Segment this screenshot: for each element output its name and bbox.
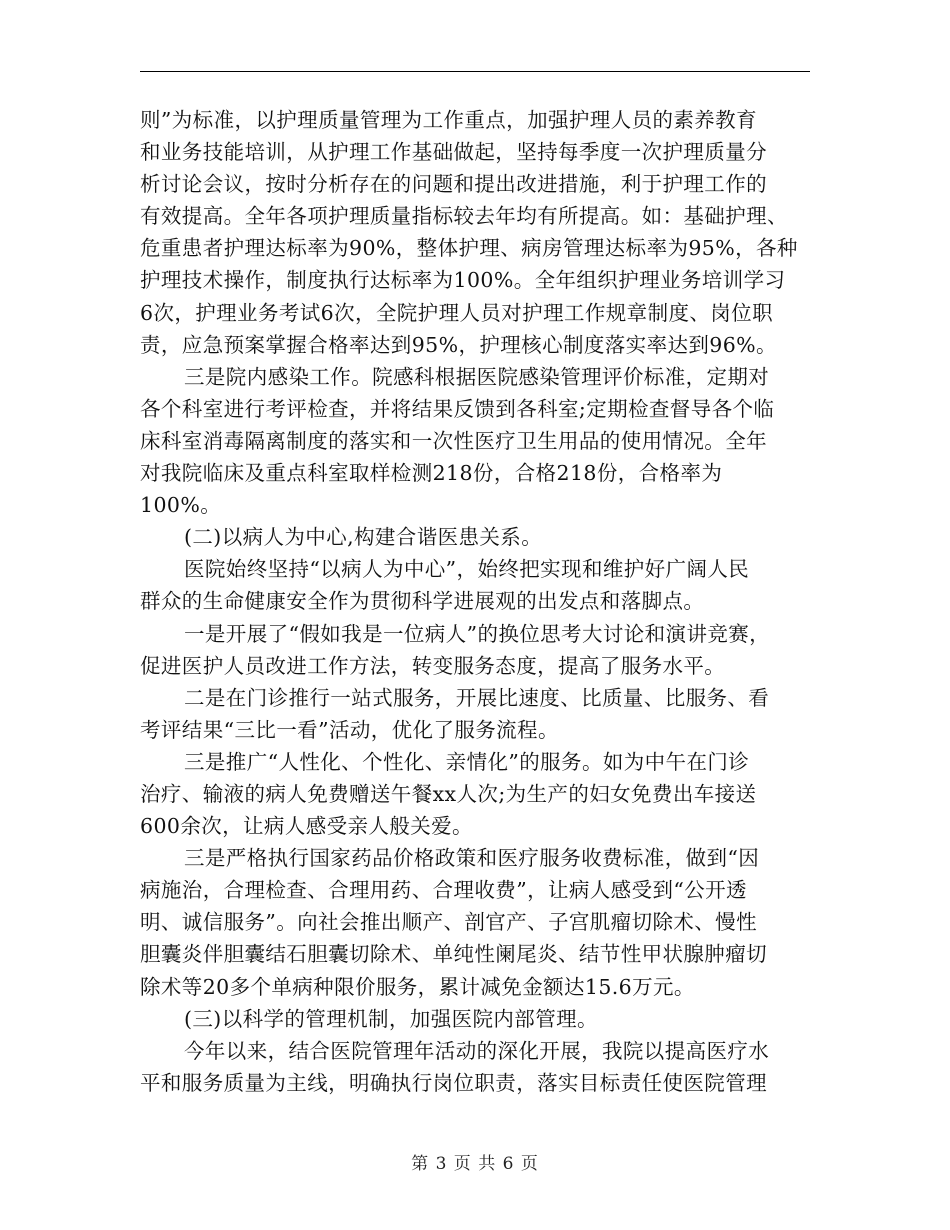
- text-line: 群众的生命健康安全作为贯彻科学进展观的出发点和落脚点。: [140, 589, 705, 614]
- text-line: 对我院临床及重点科室取样检测218份，合格218份，合格率为: [140, 461, 723, 486]
- text-line: 各个科室进行考评检查，并将结果反馈到各科室;定期检查督导各个临: [140, 396, 775, 421]
- text-line: 一是开展了“假如我是一位病人”的换位思考大讨论和演讲竞赛，: [184, 621, 771, 646]
- body-text: [140, 104, 810, 1099]
- text-line: 三是推广“人性化、个性化、亲情化”的服务。如为中午在门诊: [184, 749, 750, 774]
- text-line: 600余次，让病人感受亲人般关爱。: [140, 814, 473, 839]
- text-line: (二)以病人为中心,构建合谐医患关系。: [184, 525, 543, 550]
- text-line: 今年以来，结合医院管理年活动的深化开展，我院以提高医疗水: [184, 1038, 770, 1063]
- text-line: 三是院内感染工作。院感科根据医院感染管理评价标准，定期对: [184, 364, 770, 389]
- text-line: 明、诚信服务”。向社会推出顺产、剖官产、子宫肌瘤切除术、慢性: [140, 910, 757, 935]
- text-line: 6次，护理业务考试6次，全院护理人员对护理工作规章制度、岗位职: [140, 300, 773, 325]
- page-footer: 第 3 页 共 6 页: [411, 1154, 539, 1174]
- text-line: 三是严格执行国家药品价格政策和医疗服务收费标准，做到“因: [184, 846, 760, 871]
- text-line: (三)以科学的管理机制，加强医院内部管理。: [184, 1006, 598, 1031]
- text-line: 除术等20多个单病种限价服务，累计减免金额达15.6万元。: [140, 974, 695, 999]
- text-line: 促进医护人员改进工作方法，转变服务态度，提高了服务水平。: [140, 653, 726, 678]
- text-line: 胆囊炎伴胆囊结石胆囊切除术、单纯性阑尾炎、结节性甲状腺肿瘤切: [140, 942, 767, 967]
- text-line: 考评结果“三比一看”活动，优化了服务流程。: [140, 717, 559, 742]
- text-line: 责，应急预案掌握合格率达到95%，护理核心制度落实率达到96%。: [140, 332, 777, 357]
- text-line: 100%。: [140, 493, 222, 518]
- text-line: 平和服务质量为主线，明确执行岗位职责，落实目标责任使医院管理: [140, 1070, 767, 1095]
- text-line: 和业务技能培训，从护理工作基础做起，坚持每季度一次护理质量分: [140, 140, 767, 165]
- text-line: 有效提高。全年各项护理质量指标较去年均有所提高。如：基础护理、: [140, 204, 788, 229]
- text-line: 二是在门诊推行一站式服务，开展比速度、比质量、比服务、看: [184, 685, 770, 710]
- text-line: 则”为标准，以护理质量管理为工作重点，加强护理人员的素养教育: [140, 108, 757, 132]
- text-line: 病施治，合理检查、合理用药、合理收费”，让病人感受到“公开透: [140, 878, 747, 903]
- text-line: 床科室消毒隔离制度的落实和一次性医疗卫生用品的使用情况。全年: [140, 428, 767, 453]
- text-line: 析讨论会议，按时分析存在的问题和提出改进措施，利于护理工作的: [140, 172, 767, 197]
- header-rule: [140, 71, 810, 72]
- text-line: 护理技术操作，制度执行达标率为100%。全年组织护理业务培训学习: [140, 268, 786, 293]
- text-line: 医院始终坚持“以病人为中心”，始终把实现和维护好广阔人民: [184, 557, 750, 582]
- text-line: 治疗、输液的病人免费赠送午餐xx人次;为生产的妇女免费出车接送: [140, 781, 757, 806]
- text-line: 危重患者护理达标率为90%，整体护理、病房管理达标率为95%，各种: [140, 236, 798, 261]
